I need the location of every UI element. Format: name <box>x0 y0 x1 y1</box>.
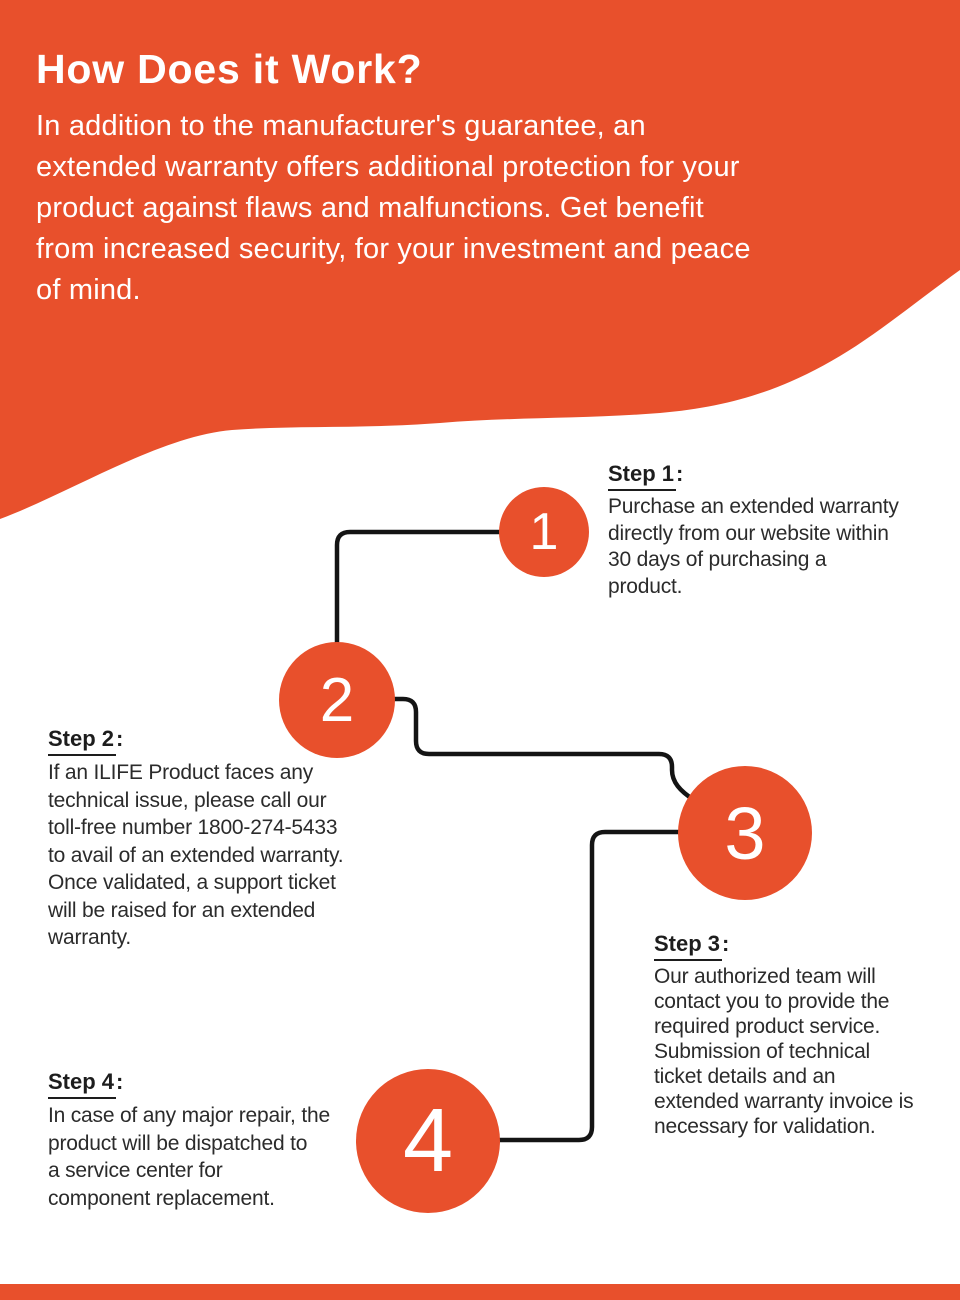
step-2-heading-colon: : <box>116 726 124 751</box>
step-4-text-block <box>48 1068 330 1212</box>
step-2-heading <box>48 725 343 753</box>
step-1-number: 1 <box>529 503 559 561</box>
step-3-heading <box>654 930 913 958</box>
step-1-text-block <box>608 460 899 600</box>
step-3-number: 3 <box>724 791 766 875</box>
step-2-number: 2 <box>319 665 355 735</box>
step-3-marker <box>678 766 812 900</box>
step-2-description: If an ILIFE Product faces any technical issue, please call our toll-free number 1800-274-5433 to avail of an extended warranty. Once validated, a support ticket will be raised for an extended warranty. <box>48 761 344 949</box>
step-3-description: Our authorized team will contact you to provide the required product service. Submission of technical ticket details and an extended warranty invoice is necessary for validation. <box>654 965 914 1138</box>
step-3-heading-colon: : <box>722 931 730 956</box>
step-4-heading-label: Step 4 <box>48 1069 116 1099</box>
step-1-heading-colon: : <box>676 461 684 486</box>
step-1-heading <box>608 460 899 488</box>
intro-text: In addition to the manufacturer's guarantee, an extended warranty offers additional protection for your product against flaws and malfunctions. Get benefit from increased security, for your investment and peace of mind. <box>36 110 751 306</box>
step-3-text-block <box>654 930 913 1139</box>
step-1-description: Purchase an extended warranty directly from our website within 30 days of purchasing a product. <box>608 495 899 598</box>
step-3-heading-label: Step 3 <box>654 931 722 961</box>
step-4-description: In case of any major repair, the product will be dispatched to a service center for component replacement. <box>48 1104 330 1210</box>
step-4-heading-colon: : <box>116 1069 124 1094</box>
step-2-heading-label: Step 2 <box>48 726 116 756</box>
step-1-marker <box>499 487 589 577</box>
step-4-heading <box>48 1068 330 1096</box>
step-4-number: 4 <box>402 1090 454 1191</box>
page-title: How Does it Work? <box>36 46 423 92</box>
footer-accent-bar <box>0 1284 960 1300</box>
step-4-marker <box>356 1069 500 1213</box>
connector-line-2-3 <box>372 699 694 800</box>
step-1-heading-label: Step 1 <box>608 461 676 491</box>
step-2-text-block <box>48 725 343 952</box>
